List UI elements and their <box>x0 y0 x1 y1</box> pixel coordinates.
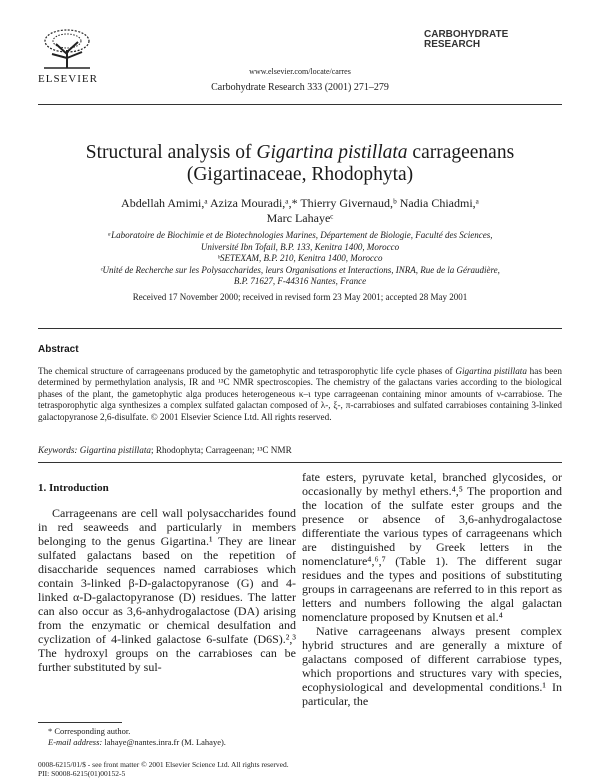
email-label: E-mail address: <box>48 736 103 747</box>
journal-url[interactable]: www.elsevier.com/locate/carres <box>249 67 351 76</box>
journal-brand <box>424 30 508 50</box>
elsevier-tree-icon <box>38 28 96 70</box>
abstract-top-rule <box>38 328 562 329</box>
abstract-text <box>38 366 562 423</box>
header-rule <box>38 104 562 105</box>
right-paragraph-1: fate esters, pyruvate ketal, branched glycosides, or occasionally by methyl ethers.⁴,⁵ The proportion and the location of the sulfate ester groups and the presence or absence of 3,6-anhydrogalactose differentiate the various types of carrageenans which are distinguished by Greek letters in the nomenclature⁴,⁶,⁷ (Table 1). The different sugar residues and the types and positions of substituting groups in carrageenans are referred to in this report as letters and numbers following the algal galactan nomenclature proposed by Knutsen et al.⁴ <box>302 470 562 624</box>
journal-brand-line1: CARBOHYDRATE <box>424 29 509 40</box>
copyright-block <box>38 760 289 778</box>
footnote-rule <box>38 722 122 723</box>
body-right-column <box>302 470 562 708</box>
title-part1: Structural analysis of <box>85 142 257 163</box>
title-species: Gigartina pistillata <box>256 142 408 163</box>
affiliation-line: ᵃLaboratoire de Biochimie et de Biotechnologies Marines, Département de Biologie, Faculté des Sciences, <box>107 230 493 240</box>
abstract-text-a: The chemical structure of carrageenans produced by the gametophytic and tetrasporophytic life cycle phases of <box>38 366 456 376</box>
right-paragraph-2: Native carrageenans always present complex hybrid structures and are generally a mixture of galactans composed of different carrabiose types, which proportions and structures vary with species, ecophysiological and developmental conditions.¹ In particular, the <box>302 624 562 708</box>
article-title <box>0 142 600 186</box>
keywords-rest: ; Rhodophyta; Carrageenan; ¹³C NMR <box>150 445 292 455</box>
copyright-line: 0008-6215/01/$ - see front matter © 2001 Elsevier Science Ltd. All rights reserved. <box>38 760 289 769</box>
journal-citation: Carbohydrate Research 333 (2001) 271–279 <box>211 82 389 93</box>
left-paragraph: Carrageenans are cell wall polysaccharides found in red seaweeds and particularly in members belonging to the genus Gigartina.¹ They are linear sulfated galactans based on the repetition of disaccharide sequences named carrabioses which contain 3-linked β-D-galactopyranose (G) and 4-linked α-D-galactopyranose (D) residues. The latter can also occur as 3,6-anhydrogalactose (DA) arising from the enzymatic or chemical desulfation and cyclization of 4-linked galactose 6-sulfate (D6S).²,³ The hydroxyl groups on the carrabioses can be further substituted by sul- <box>38 506 296 674</box>
received-dates: Received 17 November 2000; received in revised form 23 May 2001; accepted 28 May 2001 <box>132 292 468 302</box>
publisher-name: ELSEVIER <box>38 73 98 85</box>
abstract-species: Gigartina pistillata <box>455 366 527 376</box>
journal-brand-line2: RESEARCH <box>424 39 481 50</box>
keywords-species: Gigartina pistillata <box>77 445 151 455</box>
abstract-bottom-rule <box>38 462 562 463</box>
affiliation-line: Université Ibn Tofail, B.P. 133, Kenitra 1400, Morocco <box>200 241 400 252</box>
keywords <box>38 445 562 455</box>
pii-line: PII: S0008-6215(01)00152-5 <box>38 769 126 778</box>
body-left-column <box>38 506 296 674</box>
authors-line1: Abdellah Amimi,ᵃ Aziza Mouradi,ᵃ,* Thierry Givernaud,ᵇ Nadia Chiadmi,ᵃ <box>121 196 479 210</box>
author-list <box>0 196 600 226</box>
affiliation-line: ᶜUnité de Recherche sur les Polysaccharides, leurs Organisations et Interactions, INRA, Rue de la Géraudière, <box>100 264 500 275</box>
corresponding-author: * Corresponding author. <box>48 726 131 736</box>
footnote <box>48 726 226 747</box>
title-part2: carrageenans <box>407 142 515 163</box>
affiliation-line: B.P. 71627, F-44316 Nantes, France <box>233 276 367 286</box>
affiliations <box>0 230 600 288</box>
abstract-text-b: has been determined by permethylation analysis, IR and ¹³C NMR spectroscopies. The chemistry of the galactans varies according to the biological phases of the plant, the gametophytic alga produces heterogeneous κ–ι type carrageenan containing minor amounts of ν-carrabiose. The tetrasporophytic alga synthesizes a complex sulfated galactan composed of λ-, ξ-, π-carrabioses and sulfated carrabioses containing 3-linked galactopyranose 2,6-disulfate. © 2001 Elsevier Science Ltd. All rights reserved. <box>38 366 562 422</box>
authors-line2: Marc Lahayeᶜ <box>266 211 334 225</box>
section-heading: 1. Introduction <box>38 482 109 494</box>
affiliation-line: ᵇSETEXAM, B.P. 210, Kenitra 1400, Morocco <box>217 253 383 263</box>
email-address[interactable]: lahaye@nantes.inra.fr (M. Lahaye). <box>102 736 226 747</box>
keywords-label: Keywords: <box>38 445 78 455</box>
title-line2: (Gigartinaceae, Rhodophyta) <box>186 164 414 185</box>
abstract-heading: Abstract <box>38 344 79 355</box>
